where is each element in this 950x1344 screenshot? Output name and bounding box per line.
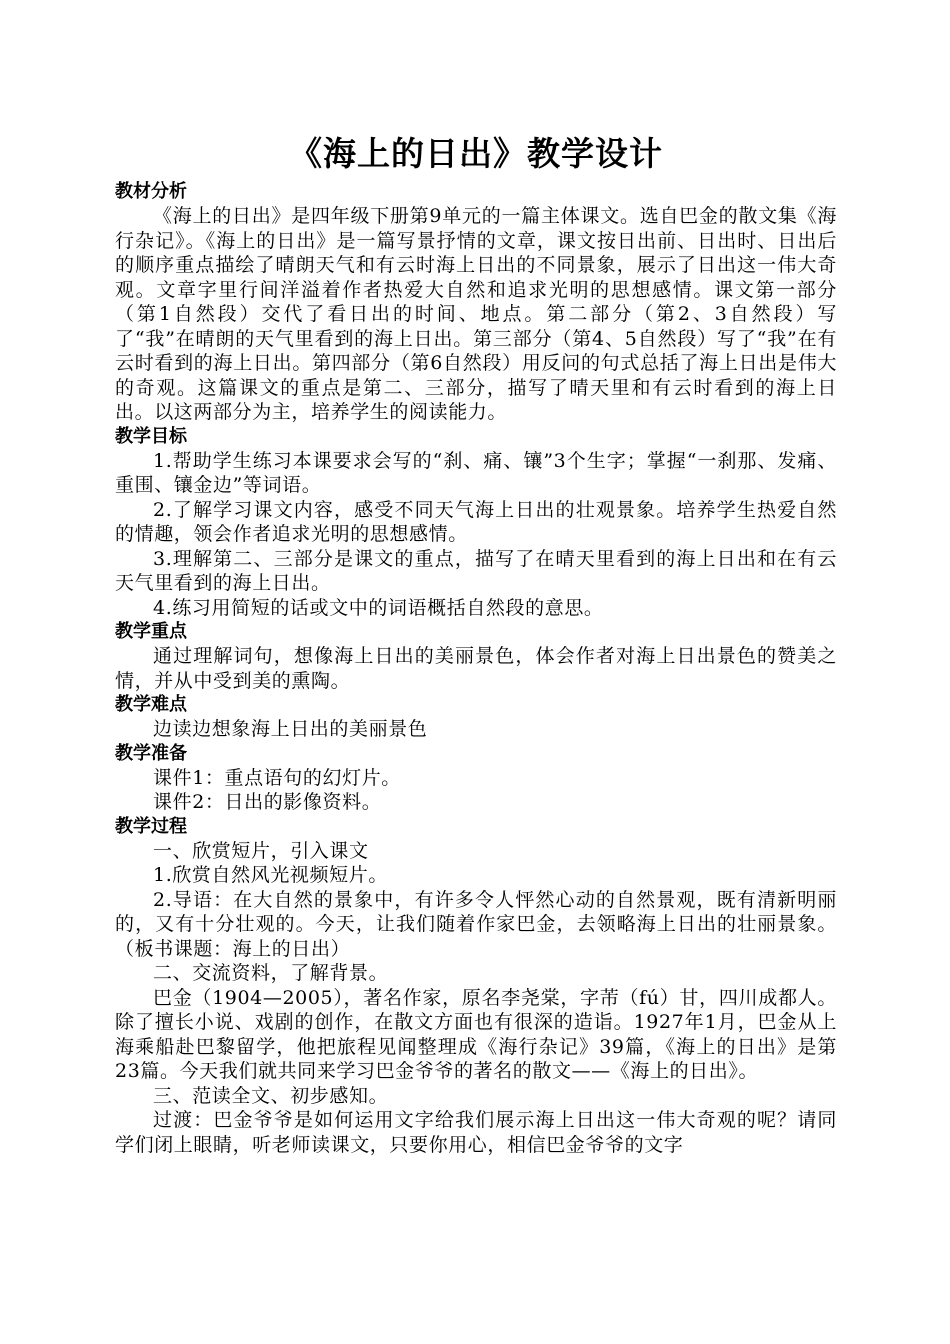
paragraph: 4.练习用简短的话或文中的词语概括自然段的意思。	[153, 596, 604, 619]
section-preparation	[115, 742, 837, 815]
section-heading: 教学重点	[115, 621, 187, 642]
section-heading: 教学目标	[115, 425, 187, 447]
paragraph: 三、范读全文、初步感知。	[153, 1084, 389, 1107]
paragraph: 3.理解第二、三部分是课文的重点，描写了在晴天里看到的海上日出和在有云天气里看到的海上日出。	[115, 547, 837, 594]
document-title: 《海上的日出》教学设计	[289, 134, 663, 173]
paragraph: 课件1：重点语句的幻灯片。	[153, 766, 401, 789]
paragraph: 《海上的日出》是四年级下册第9单元的一篇主体课文。选自巴金的散文集《海行杂记》。《海上的日出》是一篇写景抒情的文章，课文按日出前、日出时、日出后的顺序重点描绘了晴朗天气和有云时海上日出的不同景象，展示了日出这一伟大奇观。文章字里行间洋溢着作者热爱大自然和追求光明的思想感情。课文第一部分（第1自然段）交代了看日出的时间、地点。第二部分（第2、3自然段）写了“我”在晴朗的天气里看到的海上日出。第三部分（第4、5自然段）写了“我”在有云时看到的海上日出。第四部分（第6自然段）用反问的句式总括了海上日出是伟大的奇观。这篇课文的重点是第二、三部分，描写了晴天里和有云时看到的海上日出。以这两部分为主，培养学生的阅读能力。	[115, 205, 837, 423]
section-teaching-process	[115, 815, 837, 1158]
paragraph: 1.帮助学生练习本课要求会写的“刹、痛、镶”3个生字；掌握“一刹那、发痛、重围、镶金边”等词语。	[115, 449, 837, 496]
section-heading: 教学准备	[115, 742, 187, 764]
section-difficulties	[115, 693, 837, 742]
paragraph: 课件2：日出的影像资料。	[153, 791, 382, 813]
paragraph: 2.了解学习课文内容，感受不同天气海上日出的壮观景象。培养学生热爱自然的情趣，领会作者追求光明的思想感情。	[115, 498, 837, 545]
section-heading: 教学难点	[115, 694, 187, 715]
section-key-points	[115, 620, 837, 693]
section-teaching-goals	[115, 425, 837, 621]
document-page	[115, 130, 837, 1157]
paragraph: 通过理解词句，想像海上日出的美丽景色，体会作者对海上日出景色的赞美之情，并从中受到美的熏陶。	[115, 645, 837, 692]
paragraph: 二、交流资料，了解背景。	[153, 962, 389, 984]
paragraph: 一、欣赏短片，引入课文	[153, 839, 369, 862]
paragraph: 过渡：巴金爷爷是如何运用文字给我们展示海上日出这一伟大奇观的呢？请同学们闭上眼睛，听老师读课文，只要你用心，相信巴金爷爷的文字	[115, 1109, 837, 1156]
section-textbook-analysis	[115, 180, 837, 425]
paragraph: 巴金（1904—2005），著名作家，原名李尧棠，字芾（fú）甘，四川成都人。除了擅长小说、戏剧的创作，在散文方面也有很深的造诣。1927年1月，巴金从上海乘船赴巴黎留学，他把旅程见闻整理成《海行杂记》39篇，《海上的日出》是第23篇。今天我们就共同来学习巴金爷爷的著名的散文——《海上的日出》。	[115, 986, 837, 1082]
section-heading: 教学过程	[115, 815, 187, 837]
paragraph: 边读边想象海上日出的美丽景色	[153, 718, 428, 740]
paragraph: 1.欣赏自然风光视频短片。	[153, 864, 388, 886]
paragraph: 2.导语：在大自然的景象中，有许多令人怦然心动的自然景观，既有清新明丽的，又有十分壮观的。今天，让我们随着作家巴金，去领略海上日出的壮丽景象。（板书课题：海上的日出）	[115, 888, 837, 960]
section-heading: 教材分析	[115, 181, 187, 202]
